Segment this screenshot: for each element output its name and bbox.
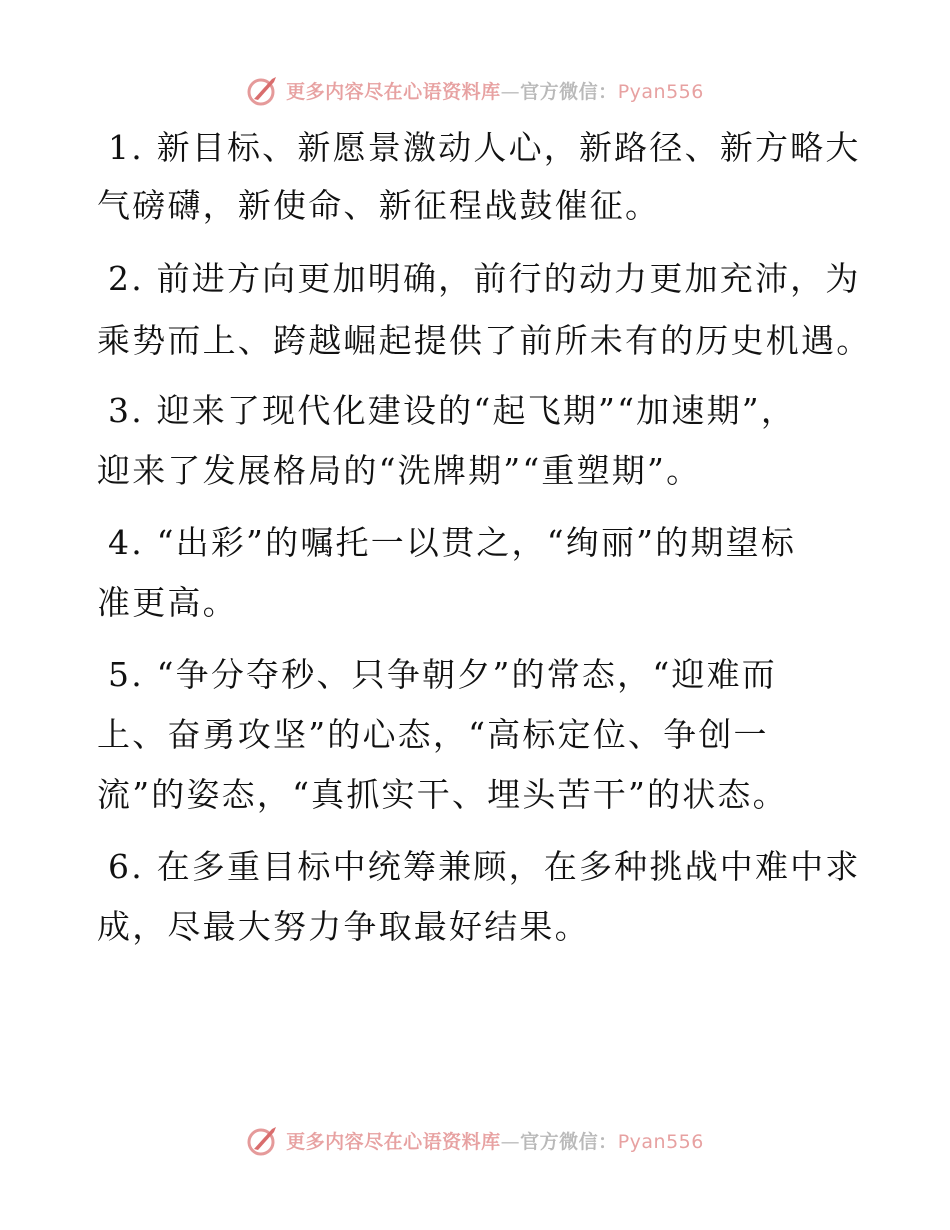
paragraph-1-line-1: 1. 新目标、新愿景激动人心，新路径、新方略大 bbox=[108, 128, 861, 167]
paragraph-4-line-1: 4. “出彩”的嘱托一以贯之，“绚丽”的期望标 bbox=[108, 523, 797, 562]
watermark-text: 更多内容尽在心语资料库—官方微信：Pyan556 bbox=[286, 80, 704, 103]
paragraph-4-line-2: 准更高。 bbox=[97, 583, 238, 622]
paragraph-5-line-2: 上、奋勇攻坚”的心态，“高标定位、争创一 bbox=[97, 715, 769, 754]
paragraph-2-line-1: 2. 前进方向更加明确，前行的动力更加充沛，为 bbox=[108, 259, 861, 298]
paragraph-5-line-1: 5. “争分夺秒、只争朝夕”的常态，“迎难而 bbox=[108, 655, 777, 694]
paragraph-5-line-3: 流”的姿态，“真抓实干、埋头苦干”的状态。 bbox=[97, 775, 788, 814]
paragraph-6-line-2: 成，尽最大努力争取最好结果。 bbox=[97, 907, 590, 946]
footer-watermark bbox=[0, 1120, 950, 1160]
paragraph-3-line-2: 迎来了发展格局的“洗牌期”“重塑期”。 bbox=[97, 451, 702, 490]
paragraph-6-line-1: 6. 在多重目标中统筹兼顾，在多种挑战中难中求 bbox=[108, 847, 861, 886]
feather-pen-logo-icon bbox=[246, 1123, 280, 1157]
paragraph-1-line-2: 气磅礴，新使命、新征程战鼓催征。 bbox=[97, 186, 661, 225]
paragraph-2-line-2: 乘势而上、跨越崛起提供了前所未有的历史机遇。 bbox=[97, 321, 872, 360]
paragraph-3-line-1: 3. 迎来了现代化建设的“起飞期”“加速期”， bbox=[108, 391, 797, 430]
watermark-text: 更多内容尽在心语资料库—官方微信：Pyan556 bbox=[286, 1130, 704, 1153]
